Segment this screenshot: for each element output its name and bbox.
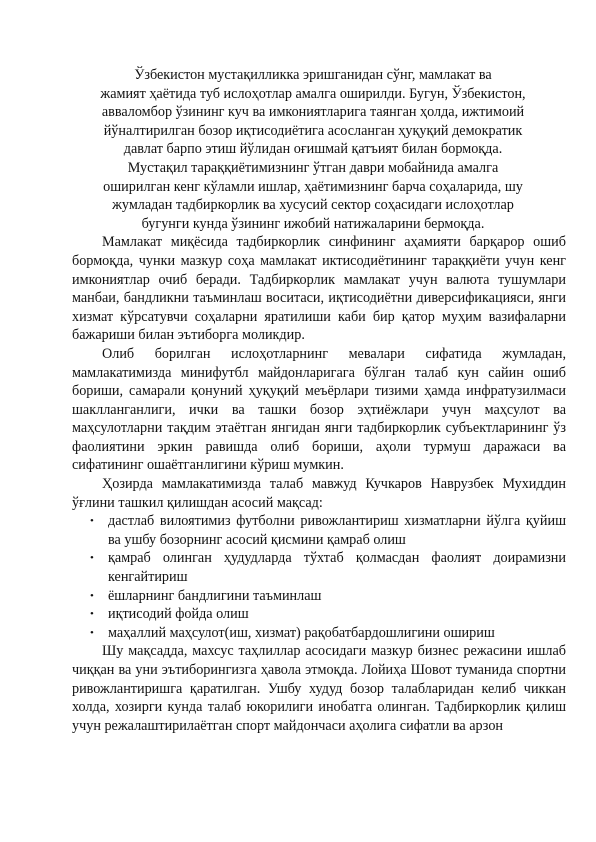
intro-line: Мустақил тараққиётимизнинг ўтган даври мобайнида амалга <box>127 159 499 176</box>
goal-text: ёшларнинг бандлигини таъминлаш <box>108 587 322 604</box>
intro-line: Ўзбекистон мустақилликка эришганидан сўнг, мамлакат ва <box>134 67 492 83</box>
goal-text: дастлаб вилоятимиз футболни ривожлантириш хизматларни йўлга қуйиш ва ушбу бозорнинг асосий қисмини қамраб олиш <box>108 513 566 548</box>
bullet-icon: • <box>90 626 94 639</box>
paragraph-entrepreneurship: Мамлакат миқёсида тадбиркорлик синфининг аҳамияти барқарор ошиб бормоқда, чунки мазкур соҳа мамлакат иктисодиётининг тараққиёти учун кенг имкониятлар очиб беради. Тадбиркорлик мамлакат учун валюта тушумлари манбаи, бандликни таъминлаш воситаси, иқтисодиётни диверсификацияси, янги хизмат кўрсатувчи соҳаларни яратилиши каби бир қатор муҳим вазифаларни бажариши билан эътиборга моликдир. <box>72 234 566 344</box>
goal-text: қамраб олинган ҳудудларда тўхтаб қолмасдан фаолият доирамизни кенгайтириш <box>108 550 566 586</box>
intro-line: бугунги кунда ўзининг ижобий натижаларини бермоқда. <box>141 215 485 232</box>
bullet-icon: • <box>90 608 94 621</box>
list-item <box>84 605 566 624</box>
intro-line: давлат барпо этиш йўлидан оғишмай қатъият билан бормоқда. <box>123 141 503 158</box>
list-item <box>84 512 566 549</box>
paragraph-reforms: Олиб борилган ислоҳотларнинг мевалари сифатида жумладан, мамлакатимизда минифутбл майдонларигага бўлган талаб кун сайин ошиб бориши, самарали қонуний ҳуқуқий меъёрлари тизими ҳамда инфратузилмаси шаклланганлиги, ички ва ташки бозор эҳтиёжлари учун маҳсулот ва маҳсулотларни тақдим этаётган янгидан янги тадбиркорлик субъектларининг ўз фаолиятини эркин равишда олиб бориши, аҳоли турмуш даражаси ва сифатининг ошаётганлигини кўриш мумкин. <box>72 345 566 474</box>
list-item <box>84 549 566 586</box>
intro-line: жамият ҳаётида туб ислоҳотлар амалга оширилди. Бугун, Ўзбекистон, <box>100 85 526 102</box>
goals-list <box>72 512 566 642</box>
document-page <box>72 66 566 735</box>
goal-text: иқтисодий фойда олиш <box>108 606 249 623</box>
bullet-icon: • <box>90 515 94 528</box>
bullet-icon: • <box>90 589 94 602</box>
intro-block <box>72 66 554 233</box>
intro-line: авваломбор ўзининг куч ва имкониятларига таянган ҳолда, ижтимоий <box>101 104 525 121</box>
goal-text: маҳаллий маҳсулот(иш, хизмат) рақобатбардошлигини ошириш <box>108 624 495 641</box>
bullet-icon: • <box>90 552 94 565</box>
paragraph-business-plan: Шу мақсадда, махсус таҳлиллар асосидаги мазкур бизнес режасини ишлаб чиққан ва уни эътиборингизга ҳавола этмоқда. Лойиҳа Шовот туманида спортни ривожлантиришга қаратилган. Ушбу худуд бозор талабларидан келиб чиккан холда, хозирги кунда талаб юкорилиги инобатга олинган. Тадбиркорлик қилиш учун режалаштирилаётган спорт майдончаси аҳолига сифатли ва арзон <box>72 643 566 734</box>
paragraph-goal-intro: Ҳозирда мамлакатимизда талаб мавжуд Кучкаров Наврузбек Мухиддин ўғлини ташкил қилишдан асосий мақсад: <box>72 476 566 511</box>
list-item <box>84 587 566 606</box>
intro-line: йўналтирилган бозор иқтисодиётига асосланган ҳуқуқий демократик <box>103 122 523 139</box>
intro-line: жумладан тадбиркорлик ва хусусий сектор соҳасидаги ислоҳотлар <box>112 197 514 214</box>
intro-line: оширилган кенг кўламли ишлар, ҳаётимизнинг барча соҳаларида, шу <box>103 178 523 195</box>
list-item <box>84 624 566 643</box>
